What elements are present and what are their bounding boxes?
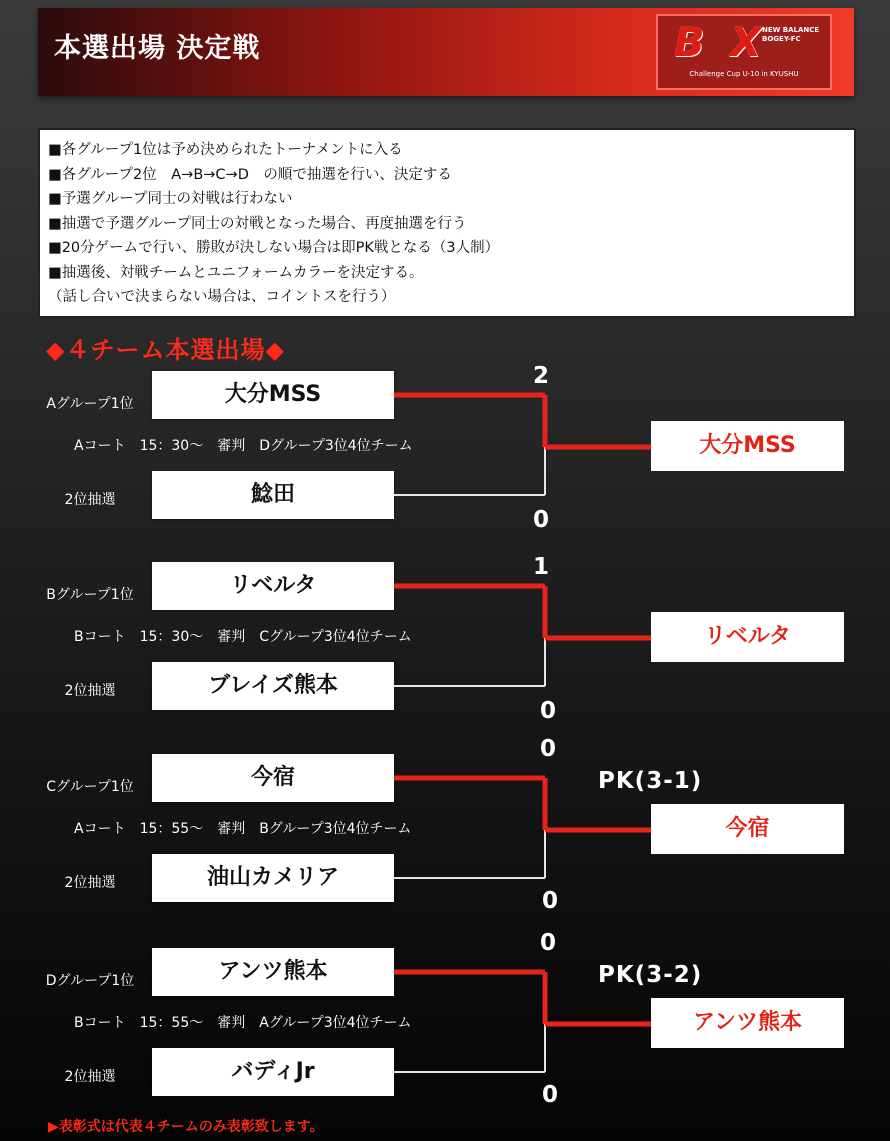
- winner-box: 大分MSS: [651, 421, 844, 471]
- section-title: ◆４チーム本選出場◆: [46, 336, 285, 364]
- footnote: ▶表彰式は代表４チームのみ表彰致します。: [48, 1119, 324, 1135]
- court-info: Bコート 15：55〜 審判 Aグループ3位4位チーム: [74, 1015, 412, 1031]
- rule-line: ■各グループ1位は予め決められたトーナメントに入る: [48, 142, 403, 158]
- bottom-score: 0: [542, 888, 559, 914]
- winner-box: 今宿: [651, 804, 844, 854]
- draw-label: 2位抽選: [64, 875, 116, 891]
- group-label: Bグループ1位: [46, 587, 134, 603]
- court-info: Bコート 15：30〜 審判 Cグループ3位4位チーム: [74, 629, 412, 645]
- match-block: [0, 736, 890, 914]
- top-team-box: アンツ熊本: [152, 948, 394, 996]
- draw-label: 2位抽選: [64, 1069, 116, 1085]
- top-score: 0: [540, 736, 557, 762]
- rule-line: ■抽選で予選グループ同士の対戦となった場合、再度抽選を行う: [48, 215, 467, 232]
- winner-box: リベルタ: [651, 612, 844, 662]
- draw-label: 2位抽選: [64, 492, 116, 508]
- header-banner: [38, 8, 854, 96]
- top-score: 1: [533, 554, 550, 580]
- event-logo: [656, 14, 832, 90]
- logo-cup-text: Challenge Cup U-10 in KYUSHU: [689, 70, 799, 78]
- group-label: Dグループ1位: [45, 973, 135, 989]
- bottom-team-box: 油山カメリア: [152, 854, 394, 902]
- draw-label: 2位抽選: [64, 683, 116, 699]
- bottom-team-box: 鯰田: [152, 471, 394, 519]
- court-info: Aコート 15：30〜 審判 Dグループ3位4位チーム: [74, 438, 413, 454]
- rule-line: ■各グループ2位 A→B→C→D の順で抽選を行い、決定する: [48, 166, 452, 183]
- top-team-box: 大分MSS: [152, 371, 394, 419]
- match-block: [0, 930, 890, 1108]
- pk-result: PK(3-1): [598, 768, 703, 794]
- group-label: Cグループ1位: [46, 779, 134, 795]
- group-label: Aグループ1位: [46, 396, 134, 412]
- top-team-box: 今宿: [152, 754, 394, 802]
- logo-text: NEW BALANCE BOGEY-FC: [762, 26, 820, 43]
- bottom-team-box: ブレイズ熊本: [152, 662, 394, 710]
- bottom-score: 0: [540, 698, 557, 724]
- match-block: [0, 554, 890, 724]
- logo-letters: B X: [674, 20, 768, 66]
- rule-line: （話し合いで決まらない場合は、コイントスを行う）: [48, 289, 396, 305]
- bottom-score: 0: [533, 507, 550, 533]
- rule-line: ■抽選後、対戦チームとユニフォームカラーを決定する。: [48, 264, 424, 281]
- pk-result: PK(3-2): [598, 962, 703, 988]
- top-score: 0: [540, 930, 557, 956]
- court-info: Aコート 15：55〜 審判 Bグループ3位4位チーム: [74, 821, 412, 837]
- winner-box: アンツ熊本: [651, 998, 844, 1048]
- bottom-team-box: バディJr: [152, 1048, 394, 1096]
- top-team-box: リベルタ: [152, 562, 394, 610]
- match-block: [0, 363, 890, 533]
- rules-box: [38, 128, 856, 318]
- bottom-score: 0: [542, 1082, 559, 1108]
- rule-line: ■予選グループ同士の対戦は行わない: [48, 191, 293, 207]
- top-score: 2: [533, 363, 550, 389]
- page-title: 本選出場 決定戦: [54, 33, 261, 64]
- rule-line: ■20分ゲームで行い、勝敗が決しない場合は即PK戦となる（3人制）: [48, 240, 500, 256]
